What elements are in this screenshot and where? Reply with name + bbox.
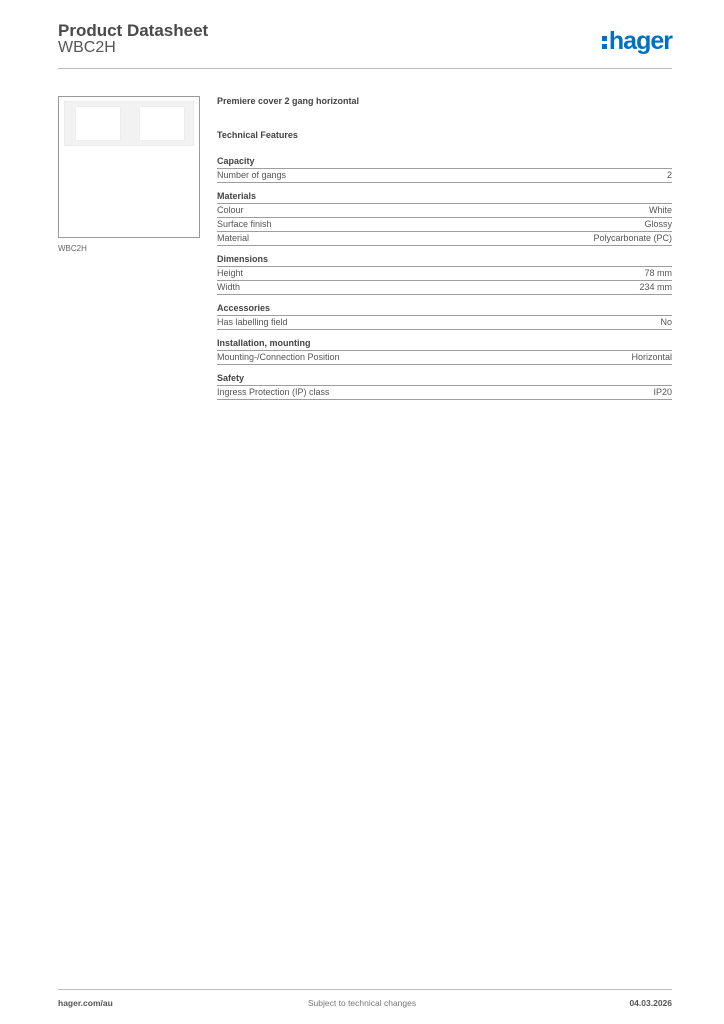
spec-value: IP20 — [653, 387, 672, 397]
spec-value: 234 mm — [639, 282, 672, 292]
section-capacity — [217, 156, 672, 183]
spec-label: Width — [217, 282, 241, 292]
spec-value: No — [660, 317, 672, 327]
spec-row — [217, 386, 672, 400]
spec-label: Ingress Protection (IP) class — [217, 387, 330, 397]
spec-row — [217, 267, 672, 281]
spec-value: Glossy — [644, 219, 672, 229]
section-dimensions — [217, 254, 672, 295]
spec-row — [217, 351, 672, 365]
cover-gang-opening — [140, 107, 184, 140]
logo-colon-mark — [602, 36, 607, 49]
footer-date: 04.03.2026 — [629, 998, 672, 1008]
cover-gang-opening — [76, 107, 120, 140]
section-accessories — [217, 303, 672, 330]
footer-note: Subject to technical changes — [307, 998, 417, 1008]
product-info — [217, 96, 672, 408]
spec-label: Height — [217, 268, 244, 278]
spec-label: Colour — [217, 205, 244, 215]
product-code: WBC2H — [58, 39, 116, 56]
spec-row — [217, 281, 672, 295]
technical-features-heading: Technical Features — [217, 130, 298, 140]
cover-plate-image — [64, 101, 194, 146]
spec-label: Mounting-/Connection Position — [217, 352, 340, 362]
section-title: Safety — [217, 373, 672, 386]
section-title: Materials — [217, 191, 672, 204]
section-installation — [217, 338, 672, 365]
product-image-caption: WBC2H — [58, 244, 87, 253]
footer-website: hager.com/au — [58, 998, 113, 1008]
spec-value: 2 — [666, 170, 672, 180]
section-materials — [217, 191, 672, 246]
footer-divider — [58, 989, 672, 990]
spec-value: 78 mm — [644, 268, 672, 278]
section-title: Installation, mounting — [217, 338, 672, 351]
page-title: Product Datasheet — [58, 21, 209, 40]
spec-row — [217, 232, 672, 246]
spec-label: Material — [217, 233, 250, 243]
spec-value: Horizontal — [631, 352, 672, 362]
section-title: Dimensions — [217, 254, 672, 267]
spec-label: Surface finish — [217, 219, 272, 229]
spec-row — [217, 218, 672, 232]
section-title: Capacity — [217, 156, 672, 169]
spec-value: White — [648, 205, 672, 215]
spec-row — [217, 316, 672, 330]
spec-row — [217, 204, 672, 218]
hager-logo — [602, 27, 672, 55]
section-title: Accessories — [217, 303, 672, 316]
logo-text: hager — [608, 27, 672, 55]
spec-row — [217, 169, 672, 183]
header-divider — [58, 68, 672, 69]
product-description: Premiere cover 2 gang horizontal — [217, 96, 360, 106]
spec-value: Polycarbonate (PC) — [593, 233, 672, 243]
spec-label: Has labelling field — [217, 317, 288, 327]
spec-label: Number of gangs — [217, 170, 287, 180]
product-image-frame — [58, 96, 200, 238]
section-safety — [217, 373, 672, 400]
